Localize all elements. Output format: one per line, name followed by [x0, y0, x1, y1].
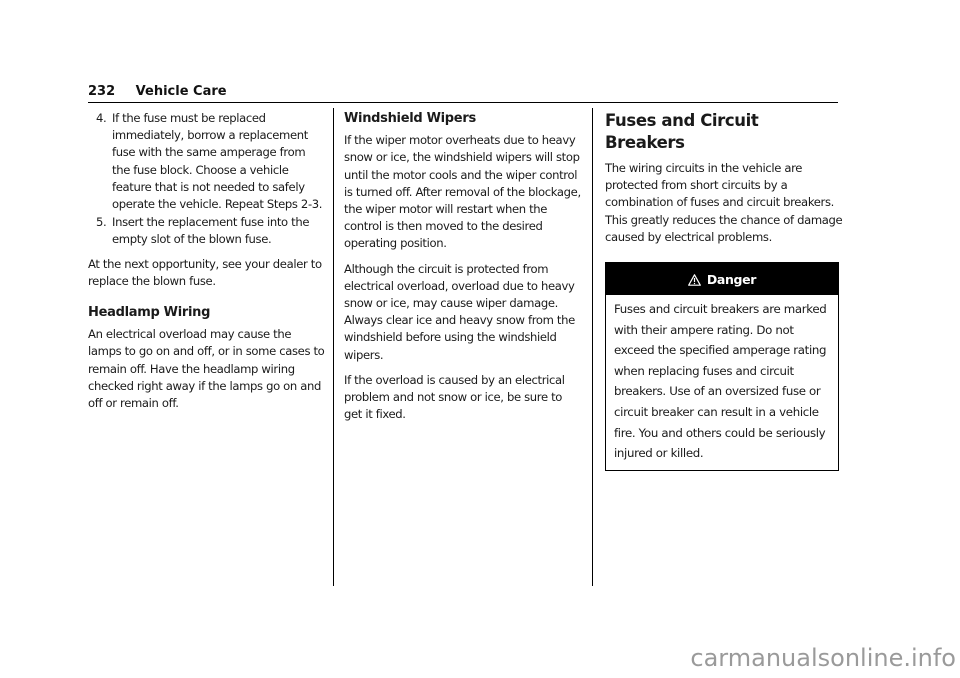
wipers-heading: Windshield Wipers — [344, 111, 476, 126]
watermark: carmanualsonline.info — [690, 644, 956, 672]
page-number: 232 — [88, 84, 116, 99]
step-list — [88, 110, 326, 249]
list-item — [88, 110, 326, 213]
danger-text: Fuses and circuit breakers are marked with their ampere rating. Do not exceed the specified amperage rating when replacing fuses and circuit breakers. Use of an oversized fuse or circuit breaker can result in a vehicle fire. You and others could be seriously injured or killed. — [614, 302, 827, 461]
fuses-paragraph: The wiring circuits in the vehicle are protected from short circuits by a combination of fuses and circuit breakers. This greatly reduces the chance of damage caused by electrical problems. — [605, 161, 843, 244]
danger-box — [605, 262, 839, 471]
step-number: 4. — [96, 111, 107, 125]
column-divider-2 — [592, 108, 593, 586]
column-right — [605, 110, 843, 471]
step-text: Insert the replacement fuse into the empty slot of the blown fuse. — [112, 215, 310, 247]
fuses-heading: Fuses and Circuit Breakers — [605, 111, 759, 152]
column-divider-1 — [333, 108, 334, 586]
wipers-paragraph-3: If the overload is caused by an electrical problem and not snow or ice, be sure to get it fixed. — [344, 372, 565, 422]
step-text: If the fuse must be replaced immediately, borrow a replacement fuse with the same amperage from the fuse block. Choose a vehicle feature that is not needed to safely operate the vehicle. Repeat Steps 2-3. — [112, 111, 323, 212]
headlamp-paragraph: An electrical overload may cause the lamps to go on and off, or in some cases to remain off. Have the headlamp wiring checked right away if the lamps go on and off or remain off. — [88, 327, 325, 411]
section-title: Vehicle Care — [135, 84, 227, 99]
dealer-paragraph: At the next opportunity, see your dealer to replace the blown fuse. — [88, 256, 322, 288]
column-left — [88, 110, 326, 420]
page-header — [88, 84, 838, 99]
wipers-paragraph-1: If the wiper motor overheats due to heavy snow or ice, the windshield wipers will stop until the motor cools and the wiper control is turned off. After removal of the blockage, the wiper motor will restart when the control is then moved to the desired operating position. — [344, 133, 581, 251]
header-rule — [88, 102, 838, 103]
headlamp-heading: Headlamp Wiring — [88, 305, 211, 321]
list-item — [88, 214, 326, 248]
danger-header — [606, 263, 838, 295]
step-number: 5. — [96, 215, 107, 230]
column-middle — [344, 110, 582, 431]
danger-label: Danger — [706, 272, 757, 288]
warning-triangle-icon — [688, 265, 701, 299]
wipers-paragraph-2: Although the circuit is protected from electrical overload, overload due to heavy snow or ice, may cause wiper damage. Always clear ice and heavy snow from the windshield before using the windshield wipers. — [344, 261, 575, 362]
